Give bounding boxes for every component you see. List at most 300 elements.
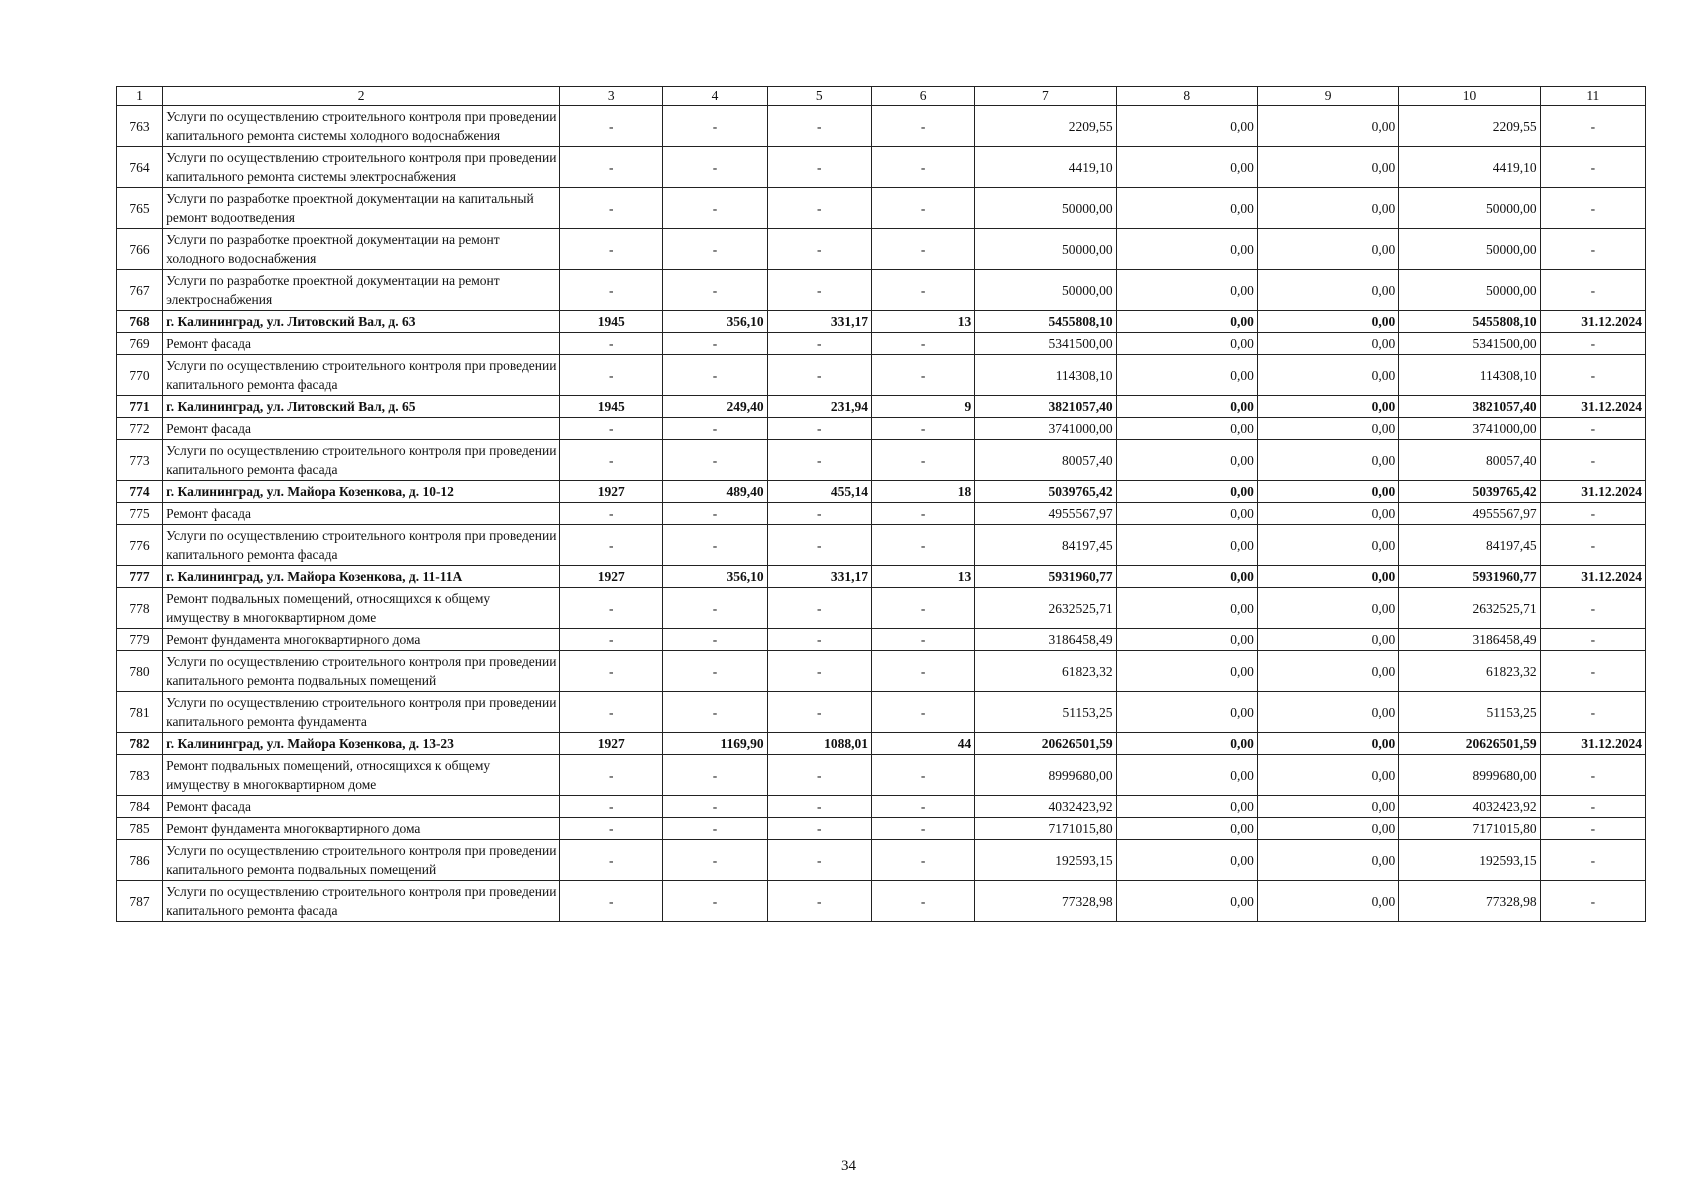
cell-col5: -	[767, 755, 871, 796]
cell-col5: 331,17	[767, 566, 871, 588]
cell-col10: 7171015,80	[1399, 818, 1540, 840]
cell-col11: 31.12.2024	[1540, 481, 1645, 503]
item-name: Услуги по осуществлению строительного контроля при проведении капитального ремонта фасада	[163, 881, 560, 922]
cell-col8: 0,00	[1116, 755, 1257, 796]
table-row	[117, 588, 1646, 629]
cell-col4: -	[663, 796, 767, 818]
cell-col6: -	[871, 818, 974, 840]
cell-col6: 13	[871, 566, 974, 588]
cell-col11: -	[1540, 692, 1645, 733]
cell-col3: -	[560, 106, 663, 147]
row-number: 767	[117, 270, 163, 311]
header-cell: 11	[1540, 87, 1645, 106]
cell-col5: -	[767, 651, 871, 692]
cell-col11: 31.12.2024	[1540, 396, 1645, 418]
cell-col4: -	[663, 418, 767, 440]
cell-col10: 4419,10	[1399, 147, 1540, 188]
table-row	[117, 333, 1646, 355]
cell-col4: 356,10	[663, 566, 767, 588]
cell-col8: 0,00	[1116, 733, 1257, 755]
item-name: Услуги по осуществлению строительного контроля при проведении капитального ремонта подвальных помещений	[163, 651, 560, 692]
address-row	[117, 733, 1646, 755]
cell-col10: 50000,00	[1399, 229, 1540, 270]
cell-col3: -	[560, 355, 663, 396]
cell-col4: -	[663, 755, 767, 796]
table-row	[117, 796, 1646, 818]
cell-col8: 0,00	[1116, 881, 1257, 922]
cell-col6: -	[871, 651, 974, 692]
row-number: 787	[117, 881, 163, 922]
item-name: Ремонт фундамента многоквартирного дома	[163, 629, 560, 651]
cell-col6: 18	[871, 481, 974, 503]
table-row	[117, 818, 1646, 840]
cell-col11: -	[1540, 418, 1645, 440]
cell-col8: 0,00	[1116, 229, 1257, 270]
cell-col5: 331,17	[767, 311, 871, 333]
cell-col3: -	[560, 270, 663, 311]
cell-col5: -	[767, 418, 871, 440]
cell-col11: -	[1540, 629, 1645, 651]
cell-col11: -	[1540, 188, 1645, 229]
cell-col11: -	[1540, 270, 1645, 311]
cell-col11: -	[1540, 840, 1645, 881]
cell-col5: -	[767, 503, 871, 525]
cell-col9: 0,00	[1257, 566, 1398, 588]
cell-col7: 84197,45	[975, 525, 1116, 566]
cell-col3: 1945	[560, 311, 663, 333]
cell-col5: -	[767, 818, 871, 840]
cell-col8: 0,00	[1116, 503, 1257, 525]
table-row	[117, 418, 1646, 440]
cell-col6: -	[871, 692, 974, 733]
cell-col11: -	[1540, 881, 1645, 922]
cell-col8: 0,00	[1116, 588, 1257, 629]
cell-col9: 0,00	[1257, 796, 1398, 818]
cell-col9: 0,00	[1257, 755, 1398, 796]
cell-col8: 0,00	[1116, 355, 1257, 396]
cell-col5: -	[767, 355, 871, 396]
cell-col4: -	[663, 525, 767, 566]
cell-col7: 5931960,77	[975, 566, 1116, 588]
cell-col6: 13	[871, 311, 974, 333]
cell-col3: -	[560, 188, 663, 229]
cell-col6: -	[871, 525, 974, 566]
cell-col11: -	[1540, 755, 1645, 796]
cell-col8: 0,00	[1116, 270, 1257, 311]
header-cell: 3	[560, 87, 663, 106]
cell-col10: 2209,55	[1399, 106, 1540, 147]
cell-col4: -	[663, 355, 767, 396]
cell-col6: -	[871, 106, 974, 147]
cell-col4: -	[663, 440, 767, 481]
cell-col5: -	[767, 881, 871, 922]
cell-col11: -	[1540, 440, 1645, 481]
table-row	[117, 440, 1646, 481]
cell-col3: -	[560, 418, 663, 440]
cell-col8: 0,00	[1116, 106, 1257, 147]
row-number: 785	[117, 818, 163, 840]
cell-col10: 50000,00	[1399, 270, 1540, 311]
cell-col3: 1945	[560, 396, 663, 418]
header-cell: 9	[1257, 87, 1398, 106]
cell-col9: 0,00	[1257, 229, 1398, 270]
cell-col4: -	[663, 818, 767, 840]
cell-col9: 0,00	[1257, 106, 1398, 147]
item-name: Услуги по осуществлению строительного контроля при проведении капитального ремонта системы электроснабжения	[163, 147, 560, 188]
cell-col7: 4419,10	[975, 147, 1116, 188]
cell-col8: 0,00	[1116, 629, 1257, 651]
item-name: Ремонт фасада	[163, 418, 560, 440]
cell-col5: 231,94	[767, 396, 871, 418]
row-number: 771	[117, 396, 163, 418]
cell-col7: 50000,00	[975, 188, 1116, 229]
cell-col11: -	[1540, 651, 1645, 692]
cell-col10: 4032423,92	[1399, 796, 1540, 818]
cell-col5: -	[767, 692, 871, 733]
cell-col10: 50000,00	[1399, 188, 1540, 229]
cell-col3: -	[560, 525, 663, 566]
cell-col10: 84197,45	[1399, 525, 1540, 566]
row-number: 781	[117, 692, 163, 733]
row-number: 776	[117, 525, 163, 566]
cell-col7: 2632525,71	[975, 588, 1116, 629]
cell-col4: -	[663, 503, 767, 525]
cell-col10: 2632525,71	[1399, 588, 1540, 629]
address-row	[117, 481, 1646, 503]
cell-col3: -	[560, 588, 663, 629]
cell-col8: 0,00	[1116, 481, 1257, 503]
cell-col10: 3821057,40	[1399, 396, 1540, 418]
cell-col3: -	[560, 147, 663, 188]
cell-col9: 0,00	[1257, 355, 1398, 396]
cell-col4: -	[663, 692, 767, 733]
table-row	[117, 692, 1646, 733]
cell-col3: -	[560, 629, 663, 651]
cell-col3: -	[560, 440, 663, 481]
cell-col6: -	[871, 333, 974, 355]
row-number: 783	[117, 755, 163, 796]
cell-col5: -	[767, 525, 871, 566]
cell-col7: 7171015,80	[975, 818, 1116, 840]
cell-col5: -	[767, 796, 871, 818]
cell-col8: 0,00	[1116, 796, 1257, 818]
cell-col5: -	[767, 629, 871, 651]
item-name: г. Калининград, ул. Литовский Вал, д. 65	[163, 396, 560, 418]
cell-col7: 3741000,00	[975, 418, 1116, 440]
cell-col10: 3186458,49	[1399, 629, 1540, 651]
item-name: Ремонт подвальных помещений, относящихся к общему имуществу в многоквартирном доме	[163, 755, 560, 796]
item-name: Ремонт фундамента многоквартирного дома	[163, 818, 560, 840]
item-name: г. Калининград, ул. Майора Козенкова, д. 10-12	[163, 481, 560, 503]
cell-col3: -	[560, 755, 663, 796]
cell-col7: 51153,25	[975, 692, 1116, 733]
cell-col5: -	[767, 229, 871, 270]
cell-col9: 0,00	[1257, 629, 1398, 651]
data-table	[116, 86, 1646, 922]
cell-col5: -	[767, 270, 871, 311]
table-row	[117, 106, 1646, 147]
cell-col11: -	[1540, 147, 1645, 188]
cell-col5: 1088,01	[767, 733, 871, 755]
header-cell: 4	[663, 87, 767, 106]
cell-col6: -	[871, 840, 974, 881]
header-cell: 2	[163, 87, 560, 106]
cell-col6: -	[871, 629, 974, 651]
row-number: 774	[117, 481, 163, 503]
item-name: Услуги по осуществлению строительного контроля при проведении капитального ремонта системы холодного водоснабжения	[163, 106, 560, 147]
item-name: Услуги по разработке проектной документации на ремонт холодного водоснабжения	[163, 229, 560, 270]
cell-col3: 1927	[560, 481, 663, 503]
cell-col10: 192593,15	[1399, 840, 1540, 881]
cell-col6: -	[871, 147, 974, 188]
cell-col7: 5341500,00	[975, 333, 1116, 355]
row-number: 778	[117, 588, 163, 629]
cell-col9: 0,00	[1257, 270, 1398, 311]
cell-col8: 0,00	[1116, 651, 1257, 692]
cell-col11: -	[1540, 229, 1645, 270]
cell-col9: 0,00	[1257, 692, 1398, 733]
item-name: Услуги по разработке проектной документации на капитальный ремонт водоотведения	[163, 188, 560, 229]
cell-col5: -	[767, 588, 871, 629]
row-number: 773	[117, 440, 163, 481]
cell-col7: 3186458,49	[975, 629, 1116, 651]
cell-col7: 50000,00	[975, 229, 1116, 270]
cell-col11: -	[1540, 503, 1645, 525]
cell-col9: 0,00	[1257, 840, 1398, 881]
cell-col7: 50000,00	[975, 270, 1116, 311]
item-name: Услуги по осуществлению строительного контроля при проведении капитального ремонта фундамента	[163, 692, 560, 733]
cell-col7: 114308,10	[975, 355, 1116, 396]
cell-col3: -	[560, 333, 663, 355]
item-name: Услуги по осуществлению строительного контроля при проведении капитального ремонта фасада	[163, 525, 560, 566]
cell-col9: 0,00	[1257, 188, 1398, 229]
cell-col4: -	[663, 881, 767, 922]
row-number: 768	[117, 311, 163, 333]
cell-col6: 44	[871, 733, 974, 755]
row-number: 763	[117, 106, 163, 147]
item-name: Услуги по разработке проектной документации на ремонт электроснабжения	[163, 270, 560, 311]
header-cell: 7	[975, 87, 1116, 106]
row-number: 766	[117, 229, 163, 270]
cell-col9: 0,00	[1257, 881, 1398, 922]
cell-col9: 0,00	[1257, 311, 1398, 333]
cell-col6: -	[871, 355, 974, 396]
cell-col8: 0,00	[1116, 333, 1257, 355]
cell-col4: -	[663, 229, 767, 270]
table-row	[117, 270, 1646, 311]
cell-col7: 5039765,42	[975, 481, 1116, 503]
cell-col4: 356,10	[663, 311, 767, 333]
header-cell: 6	[871, 87, 974, 106]
cell-col10: 114308,10	[1399, 355, 1540, 396]
cell-col6: -	[871, 418, 974, 440]
cell-col8: 0,00	[1116, 525, 1257, 566]
cell-col4: 1169,90	[663, 733, 767, 755]
cell-col3: -	[560, 692, 663, 733]
cell-col5: 455,14	[767, 481, 871, 503]
cell-col4: 249,40	[663, 396, 767, 418]
cell-col3: -	[560, 503, 663, 525]
cell-col9: 0,00	[1257, 418, 1398, 440]
cell-col3: -	[560, 840, 663, 881]
cell-col5: -	[767, 188, 871, 229]
cell-col4: -	[663, 651, 767, 692]
header-cell: 1	[117, 87, 163, 106]
cell-col10: 4955567,97	[1399, 503, 1540, 525]
cell-col8: 0,00	[1116, 440, 1257, 481]
cell-col10: 5931960,77	[1399, 566, 1540, 588]
item-name: Ремонт фасада	[163, 503, 560, 525]
cell-col7: 4955567,97	[975, 503, 1116, 525]
cell-col11: 31.12.2024	[1540, 733, 1645, 755]
cell-col11: -	[1540, 796, 1645, 818]
cell-col4: -	[663, 188, 767, 229]
item-name: Услуги по осуществлению строительного контроля при проведении капитального ремонта подвальных помещений	[163, 840, 560, 881]
header-cell: 5	[767, 87, 871, 106]
cell-col9: 0,00	[1257, 503, 1398, 525]
cell-col5: -	[767, 440, 871, 481]
cell-col10: 5341500,00	[1399, 333, 1540, 355]
table-row	[117, 881, 1646, 922]
row-number: 770	[117, 355, 163, 396]
cell-col8: 0,00	[1116, 818, 1257, 840]
cell-col3: -	[560, 881, 663, 922]
row-number: 775	[117, 503, 163, 525]
cell-col9: 0,00	[1257, 525, 1398, 566]
cell-col6: 9	[871, 396, 974, 418]
item-name: г. Калининград, ул. Майора Козенкова, д. 11-11А	[163, 566, 560, 588]
cell-col7: 4032423,92	[975, 796, 1116, 818]
cell-col9: 0,00	[1257, 481, 1398, 503]
cell-col11: 31.12.2024	[1540, 311, 1645, 333]
cell-col5: -	[767, 106, 871, 147]
cell-col6: -	[871, 881, 974, 922]
cell-col9: 0,00	[1257, 733, 1398, 755]
row-number: 769	[117, 333, 163, 355]
row-number: 772	[117, 418, 163, 440]
cell-col10: 80057,40	[1399, 440, 1540, 481]
cell-col8: 0,00	[1116, 311, 1257, 333]
cell-col9: 0,00	[1257, 147, 1398, 188]
cell-col10: 5455808,10	[1399, 311, 1540, 333]
cell-col8: 0,00	[1116, 188, 1257, 229]
cell-col6: -	[871, 270, 974, 311]
cell-col7: 2209,55	[975, 106, 1116, 147]
cell-col10: 51153,25	[1399, 692, 1540, 733]
cell-col8: 0,00	[1116, 147, 1257, 188]
cell-col7: 80057,40	[975, 440, 1116, 481]
cell-col7: 8999680,00	[975, 755, 1116, 796]
cell-col3: -	[560, 818, 663, 840]
cell-col3: -	[560, 796, 663, 818]
cell-col4: -	[663, 147, 767, 188]
cell-col11: 31.12.2024	[1540, 566, 1645, 588]
table-row	[117, 651, 1646, 692]
cell-col5: -	[767, 333, 871, 355]
cell-col9: 0,00	[1257, 333, 1398, 355]
table-row	[117, 629, 1646, 651]
item-name: Услуги по осуществлению строительного контроля при проведении капитального ремонта фасада	[163, 355, 560, 396]
table-row	[117, 755, 1646, 796]
item-name: Ремонт подвальных помещений, относящихся к общему имуществу в многоквартирном доме	[163, 588, 560, 629]
cell-col7: 77328,98	[975, 881, 1116, 922]
cell-col3: -	[560, 651, 663, 692]
cell-col5: -	[767, 840, 871, 881]
table-row	[117, 525, 1646, 566]
cell-col7: 3821057,40	[975, 396, 1116, 418]
cell-col4: -	[663, 840, 767, 881]
cell-col7: 192593,15	[975, 840, 1116, 881]
row-number: 784	[117, 796, 163, 818]
cell-col9: 0,00	[1257, 818, 1398, 840]
table-row	[117, 229, 1646, 270]
row-number: 786	[117, 840, 163, 881]
cell-col3: -	[560, 229, 663, 270]
cell-col6: -	[871, 503, 974, 525]
cell-col6: -	[871, 755, 974, 796]
cell-col4: -	[663, 629, 767, 651]
cell-col7: 5455808,10	[975, 311, 1116, 333]
cell-col9: 0,00	[1257, 396, 1398, 418]
cell-col11: -	[1540, 106, 1645, 147]
cell-col6: -	[871, 229, 974, 270]
cell-col4: -	[663, 270, 767, 311]
cell-col9: 0,00	[1257, 651, 1398, 692]
row-number: 777	[117, 566, 163, 588]
cell-col8: 0,00	[1116, 566, 1257, 588]
page-number: 34	[841, 1158, 856, 1174]
cell-col11: -	[1540, 355, 1645, 396]
cell-col9: 0,00	[1257, 588, 1398, 629]
table-row	[117, 503, 1646, 525]
cell-col6: -	[871, 188, 974, 229]
cell-col4: -	[663, 588, 767, 629]
cell-col8: 0,00	[1116, 840, 1257, 881]
cell-col7: 61823,32	[975, 651, 1116, 692]
row-number: 764	[117, 147, 163, 188]
header-cell: 8	[1116, 87, 1257, 106]
cell-col6: -	[871, 440, 974, 481]
cell-col10: 20626501,59	[1399, 733, 1540, 755]
cell-col10: 61823,32	[1399, 651, 1540, 692]
cell-col8: 0,00	[1116, 418, 1257, 440]
item-name: Услуги по осуществлению строительного контроля при проведении капитального ремонта фасада	[163, 440, 560, 481]
cell-col4: -	[663, 333, 767, 355]
cell-col11: -	[1540, 588, 1645, 629]
cell-col3: 1927	[560, 566, 663, 588]
item-name: Ремонт фасада	[163, 333, 560, 355]
cell-col8: 0,00	[1116, 692, 1257, 733]
cell-col10: 3741000,00	[1399, 418, 1540, 440]
table-row	[117, 147, 1646, 188]
table-row	[117, 840, 1646, 881]
item-name: Ремонт фасада	[163, 796, 560, 818]
cell-col7: 20626501,59	[975, 733, 1116, 755]
cell-col5: -	[767, 147, 871, 188]
cell-col6: -	[871, 796, 974, 818]
cell-col10: 5039765,42	[1399, 481, 1540, 503]
cell-col4: -	[663, 106, 767, 147]
address-row	[117, 396, 1646, 418]
row-number: 782	[117, 733, 163, 755]
cell-col3: 1927	[560, 733, 663, 755]
table-row	[117, 188, 1646, 229]
cell-col9: 0,00	[1257, 440, 1398, 481]
item-name: г. Калининград, ул. Литовский Вал, д. 63	[163, 311, 560, 333]
cell-col10: 77328,98	[1399, 881, 1540, 922]
cell-col10: 8999680,00	[1399, 755, 1540, 796]
address-row	[117, 566, 1646, 588]
